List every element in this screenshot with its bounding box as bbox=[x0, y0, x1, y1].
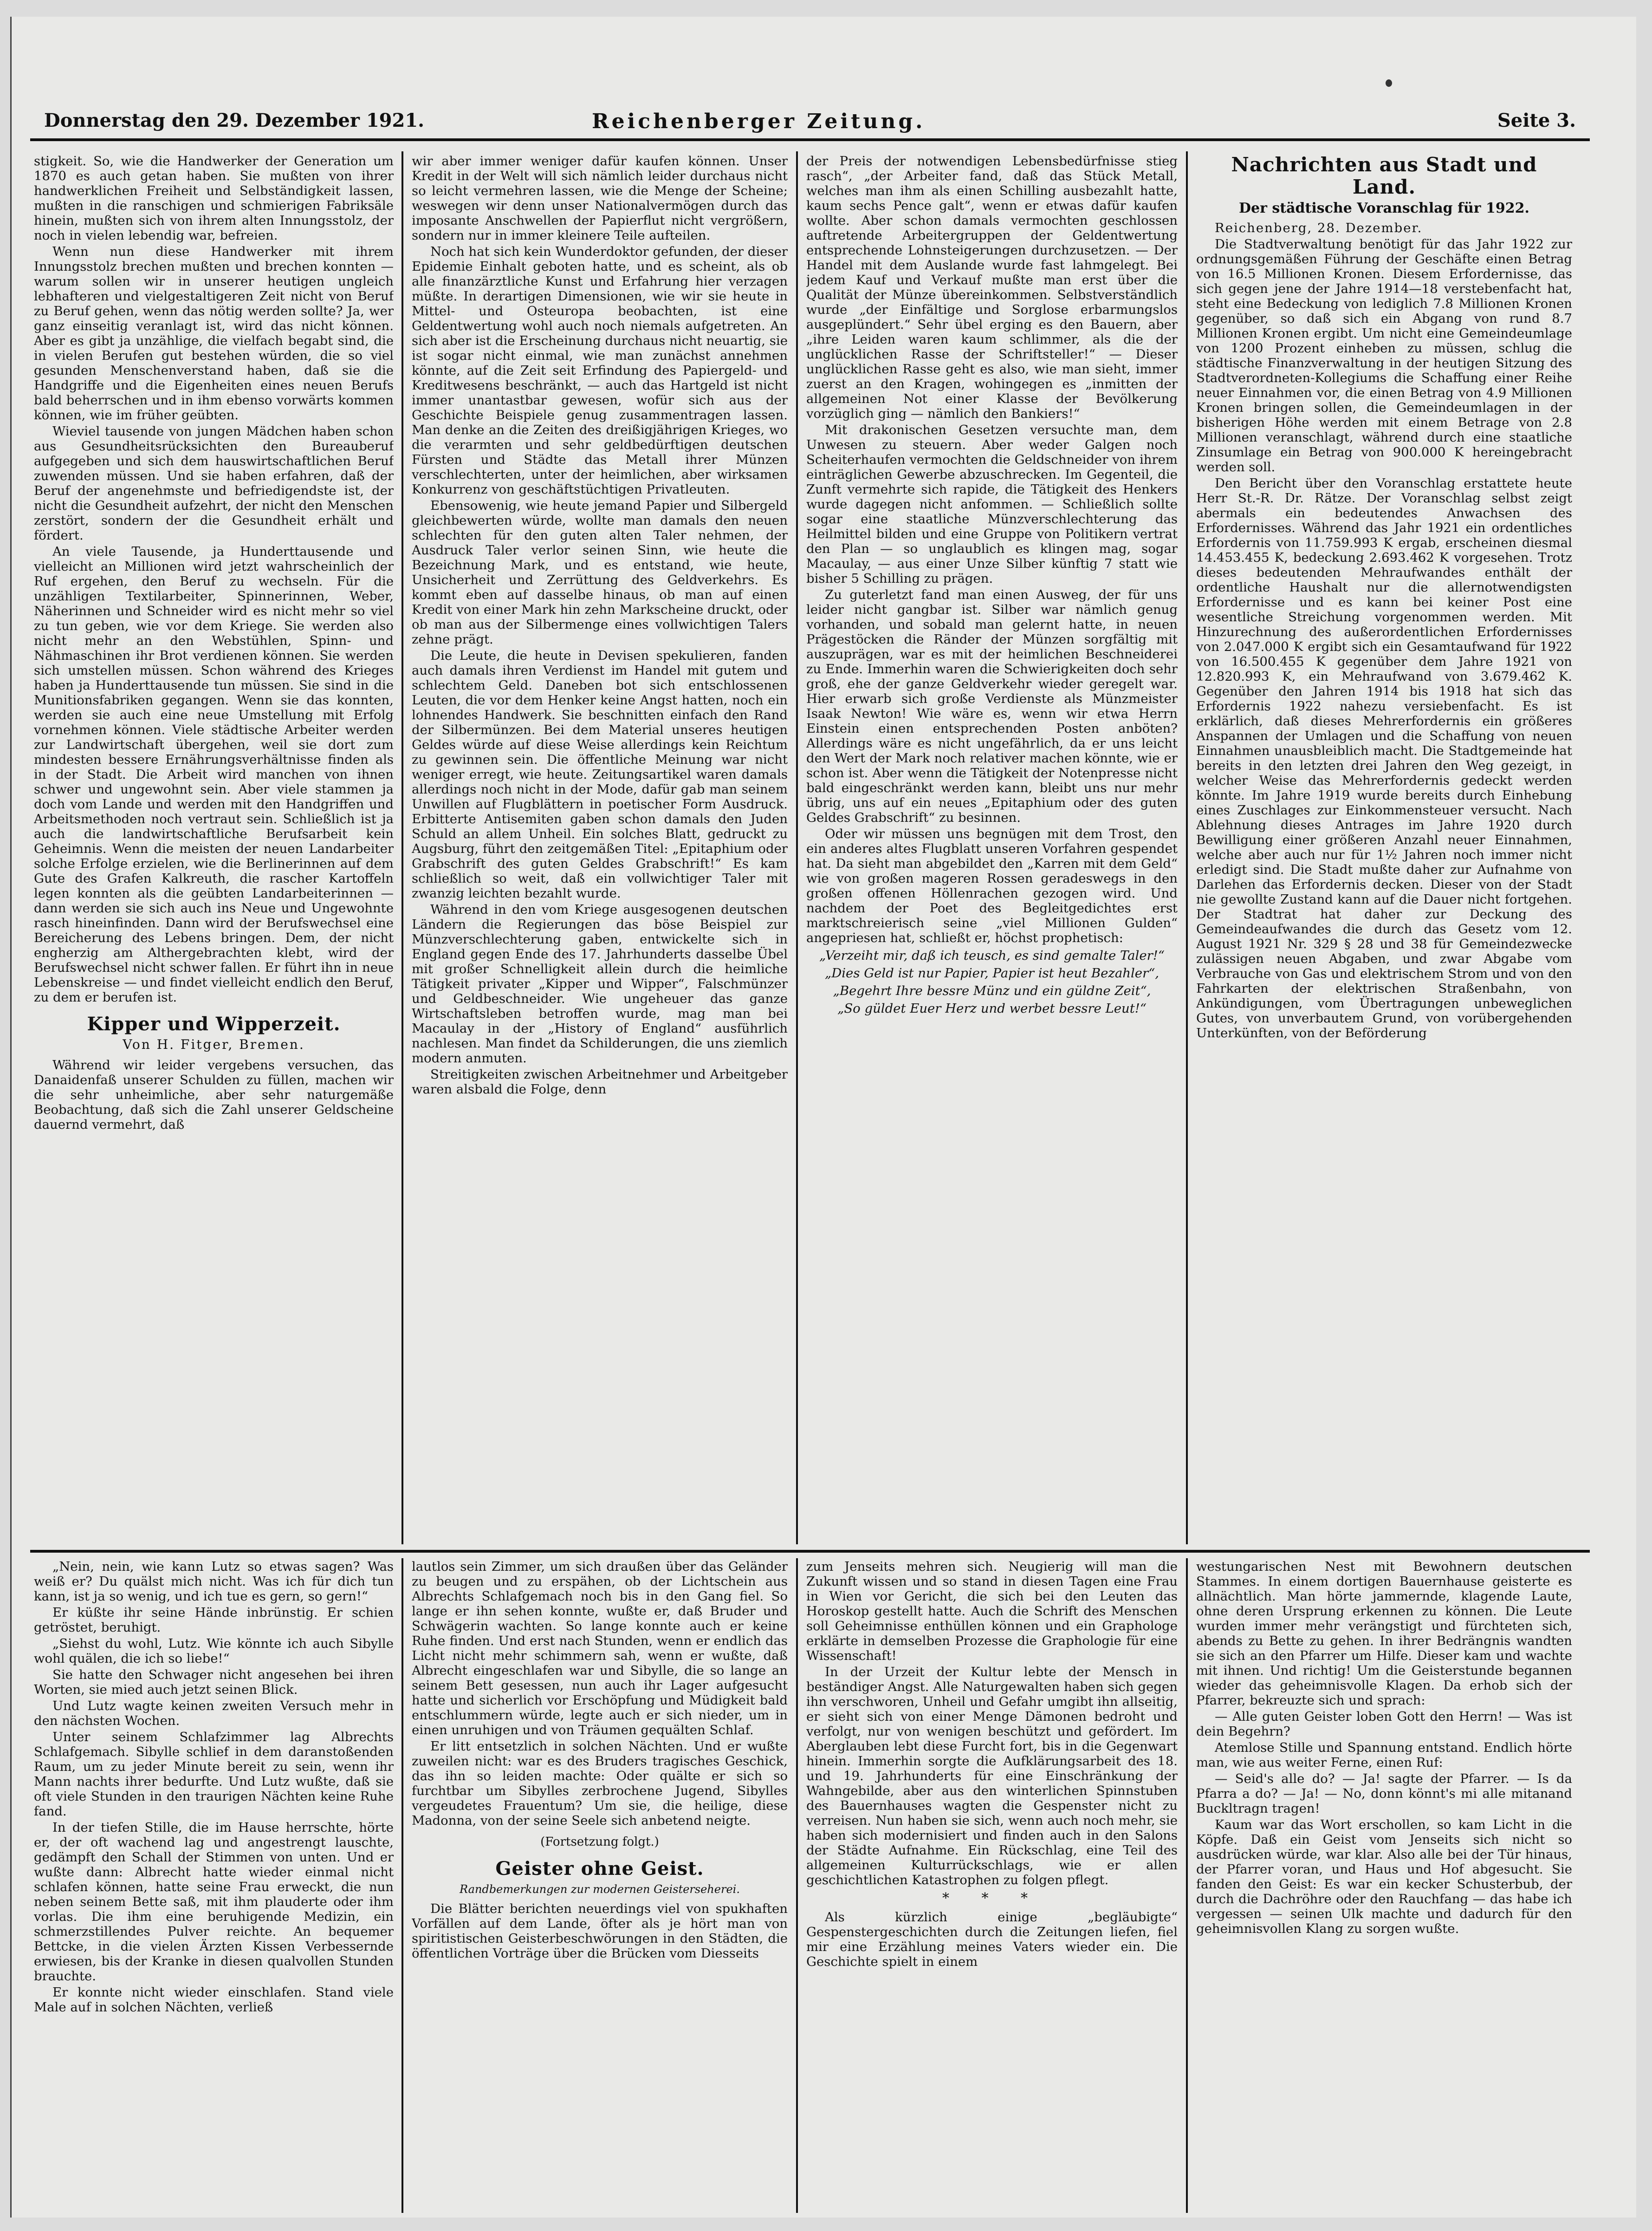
section-rule bbox=[30, 1550, 1590, 1553]
paragraph: Unter seinem Schlafzimmer lag Albrechts Schlafgemach. Sibylle schlief in dem daranstoßenden Raum, um zu jeder Minute bereit zu sein, wenn ihr Mann nachts ihrer bedurfte. Und Lutz wußte, daß sie oft viele Stunden in den traurigen Nächten keine Ruhe fand. bbox=[34, 1730, 394, 1819]
verse-line: „Verzeiht mir, daß ich teusch, es sind gemalte Taler!“ bbox=[819, 948, 1165, 963]
article-subtitle: Randbemerkungen zur modernen Geisterseherei. bbox=[460, 1883, 740, 1896]
paragraph: Noch hat sich kein Wunderdoktor gefunden, der dieser Epidemie Einhalt geboten hatte, und es scheint, als ob alle finanzärztliche Kunst und Erfahrung hier verzagen müßte. In derartigen Dimensionen, wie wir sie heute in Mittel- und Osteuropa beobachten, ist eine Geldentwertung wohl auch noch niemals aufgetreten. An sich aber ist die Erscheinung durchaus nicht neuartig, sie ist sogar nicht einmal, wie man zunächst annehmen könnte, auf die Zeit seit Erfindung des Papiergeld- und Kreditwesens beschränkt, — auch das Hartgeld ist nicht immer unantastbar gewesen, wofür sich aus der Geschichte Beispiele genug zusammentragen lassen. Man denke an die Zeiten des dreißigjährigen Krieges, wo die verarmten und sehr geldbedürftigen deutschen Fürsten und Städte das Metall ihrer Münzen verschlechterten, unter der heimlichen, aber wirksamen Konkurrenz von geschäftstüchtigen Privatleuten. bbox=[412, 244, 788, 497]
paragraph: „Siehst du wohl, Lutz. Wie könnte ich auch Sibylle wohl quälen, die ich so liebe!“ bbox=[34, 1636, 394, 1666]
verse-line: „Dies Geld ist nur Papier, Papier ist heut Bezahler“, bbox=[824, 966, 1160, 981]
ink-spot bbox=[1386, 79, 1392, 87]
article-column-1 bbox=[34, 154, 394, 1544]
paragraph: — Seid's alle do? — Ja! sagte der Pfarrer. — Is da Pfarra a do? — Ja! — No, donn könnt's mi alle mitanand Buckltragn tragen! bbox=[1196, 1771, 1572, 1816]
paragraph: Während wir leider vergebens versuchen, das Danaidenfaß unserer Schulden zu füllen, machen wir die sehr unheimliche, aber sehr naturgemäße Beobachtung, daß sich die Zahl unserer Geldscheine dauernd vermehrt, daß bbox=[34, 1058, 394, 1132]
dateline: Reichenberg, 28. Dezember. bbox=[1215, 221, 1423, 235]
paragraph: In der tiefen Stille, die im Hause herrschte, hörte er, der oft wachend lag und angestrengt lauschte, gedämpft den Schall der Stimmen von unten. Und er wußte dann: Albrecht hatte wieder einmal nicht schlafen können, hatte seine Frau erweckt, die nun neben seinem Bette saß, mit ihm plauderte oder ihm vorlas. Die ihm eine beruhigende Medizin, ein schmerzstillendes Pulver reichte. An bequemer Bettcke, in die vielen Ärzten Kissen Verbessernde erwiesen, bis der Kranke in diesen qualvollen Stunden brauchte. bbox=[34, 1820, 394, 1984]
paper-title: Reichenberger Zeitung. bbox=[592, 110, 926, 133]
article-byline: Von H. Fitger, Bremen. bbox=[123, 1037, 305, 1052]
paragraph: „Nein, nein, wie kann Lutz so etwas sagen? Was weiß er? Du quälst mich nicht. Was ich für dich tun kann, ist ja so wenig, und ich tue es gern, so gern!“ bbox=[34, 1559, 394, 1604]
paragraph: Die Stadtverwaltung benötigt für das Jahr 1922 zur ordnungsgemäßen Führung der Geschäfte einen Betrag von 16.5 Millionen Kronen. Diesem Erfordernisse, das sich gegen jene der Jahre 1914—18 verstebenfacht hat, steht eine Bedeckung von lediglich 7.8 Millionen Kronen gegenüber, so daß sich ein Abgang von rund 8.7 Millionen Kronen ergibt. Um nicht eine Gemeindeumlage von 1200 Prozent einheben zu müssen, schlug die städtische Finanzverwaltung in der heutigen Sitzung des Stadtverordneten-Kollegiums die Schaffung einer Reihe neuer Einnahmen vor, die einen Betrag von 4.9 Millionen Kronen bringen sollen, die Gemeindeumlagen in der bisherigen Höhe werden mit einem Betrage von 2.8 Millionen veranschlagt, während durch eine staatliche Zinsumlage ein Betrag von 900.000 K hereingebracht werden soll. bbox=[1196, 237, 1572, 475]
verse-line: „So güldet Euer Herz und werbet bessre Leut!“ bbox=[837, 1001, 1147, 1016]
paragraph: Kaum war das Wort erschollen, so kam Licht in die Köpfe. Daß ein Geist vom Jenseits sich nicht so ausdrücken würde, war klar. Also alle bei der Tür hinaus, der Pfarrer voran, und Haus und Hof abgesucht. Sie fanden den Geist: Es war ein kecker Schusterbub, der durch die Dachröhre oder den Rauchfang — das habe ich vergessen — seinen Ulk machte und dadurch für den geheimnisvollen Klang zu sorgen wußte. bbox=[1196, 1817, 1572, 1936]
paragraph: Wenn nun diese Handwerker mit ihrem Innungsstolz brechen mußten und brechen konnten — warum sollen wir in unserer heutigen ungleich lebhafteren und vielgestaltigeren Zeit nicht von Beruf zu Beruf gehen, wenn das nötig werden sollte? Ja, wer ganz einseitig veranlagt ist, wird das nicht können. Aber es gibt ja unzählige, die vielfach begabt sind, die in vielen Berufen gut bestehen würden, die so viel gesunden Menschenverstand haben, daß sie die Handgriffe und die Eigenheiten eines neuen Berufs bald beherrschen und in ihm ebenso vorwärts kommen können, wie im früher geübten. bbox=[34, 244, 394, 423]
section-heading: Nachrichten aus Stadt und Land. bbox=[1231, 154, 1537, 198]
article-column-2 bbox=[412, 154, 788, 1544]
paragraph: Die Leute, die heute in Devisen spekulieren, fanden auch damals ihren Verdienst im Handel mit gutem und schlechtem Geld. Daneben bot sich entschlossenen Leuten, die vor dem Henker keine Angst hatten, noch ein lohnendes Handwerk. Sie beschnitten einfach den Rand der Silbermünzen. Bei dem Material unseres heutigen Geldes würde auf diese Weise allerdings kein Reichtum zu gewinnen sein. Die öffentliche Meinung war nicht weniger erregt, wie heute. Zeitungsartikel waren damals allerdings noch nicht in der Mode, dafür gab man seinem Unwillen auf Flugblättern in poetischer Form Ausdruck. Erbitterte Antisemiten gaben schon damals den Juden Schuld an allem Unheil. Ein solches Blatt, gedruckt zu Augsburg, führt den zeitgemäßen Titel: „Epitaphium oder Grabschrift des guten Geldes Grabschrift!“ Es kam schließlich so weit, daß ein vollwichtiger Taler mit zwanzig leichten bezahlt wurde. bbox=[412, 648, 788, 901]
paragraph: Oder wir müssen uns begnügen mit dem Trost, den ein anderes altes Flugblatt unseren Vorfahren gespendet hat. Da sieht man abgebildet den „Karren mit dem Geld“ wie von großen mageren Rossen geradeswegs in den großen offenen Höllenrachen gezogen wird. Und nachdem der Poet des Begleitgedichtes erst marktschreierisch seine „viel Millionen Gulden“ angepriesen hat, schließt er, höchst prophetisch: bbox=[806, 826, 1178, 945]
paragraph: Den Bericht über den Voranschlag erstattete heute Herr St.-R. Dr. Rätze. Der Voranschlag selbst zeigt abermals ein bedeutendes Anwachsen des Erfordernisses. Während das Jahr 1921 ein ordentliches Erfordernis von 11.759.993 K ergab, erscheinen diesmal 14.453.455 K, bedeckung 2.693.462 K vorgesehen. Trotz dieses bedeutenden Mehraufwandes enthält der ordentliche Haushalt nur die allernotwendigsten Erfordernisse und es kann bei keiner Post eine wesentliche Streichung vorgenommen werden. Mit Hinzurechnung des außerordentlichen Erfordernisses von 2.047.000 K ergibt sich ein Gesamtaufwand für 1922 von 16.500.455 K gegenüber dem Jahre 1921 von 12.820.993 K, ein Mehraufwand von 3.679.462 K. Gegenüber den Jahren 1914 bis 1918 hat sich das Erfordernis 1922 nahezu versiebenfacht. Es ist erklärlich, daß dieses Mehrerfordernis ein größeres Anspannen der Umlagen und die Schaffung von neuen Einnahmen unausbleiblich macht. Die Stadtgemeinde hat bereits in den letzten drei Jahren den Weg gezeigt, in welcher Weise das Mehrerfordernis gedeckt werden könnte. Im Jahre 1919 wurde bereits durch Einhebung eines Zuschlages zur Einkommensteuer versucht. Nach Ablehnung dieses Antrages im Jahre 1920 durch Bewilligung einer größeren Anzahl neuer Einnahmen, welche aber auch nur für 1½ Jahren noch immer nicht erledigt sind. Die Stadt mußte daher zur Aufnahme von Darlehen das Erfordernis decken. Dieser von der Stadt nie gewollte Zustand kann auf die Dauer nicht fortgehen. Der Stadtrat hat daher zur Deckung des Gemeindeaufwandes die durch das Gesetz vom 12. August 1921 Nr. 329 § 28 und 38 für Gemeindezwecke zulässigen neuen Abgaben, und zwar Abgabe vom Verbrauche von Gas und elektrischem Strom und von den Fahrkarten der elektrischen Straßenbahn, von Ankündigungen, vom Übertragungen unbeweglichen Gutes, von unverbautem Grund, von vorübergehenden Unterkünften, von der Beförderung bbox=[1196, 476, 1572, 1041]
paragraph: Zu guterletzt fand man einen Ausweg, der für uns leider nicht gangbar ist. Silber war nämlich genug vorhanden, und sobald man gelernt hatte, in neuen Prägestöcken die Ränder der Münzen sorgfältig mit auszuprägen, war es mit der heimlichen Beschneiderei zu Ende. Immerhin waren die Schwierigkeiten doch sehr groß, ehe der ganze Geldverkehr wieder geregelt war. Hier erwarb sich große Verdienste als Münzmeister Isaak Newton! Wie wäre es, wenn wir etwa Herrn Einstein einen entsprechenden Posten anböten? Allerdings wäre es nicht ungefährlich, da er uns leicht den Wert der Mark noch relativer machen könnte, wie er schon ist. Aber wenn die Tätigkeit der Notenpresse nicht bald eingeschränkt werden kann, bleibt uns nur mehr übrig, uns auf ein neues „Epitaphium oder des guten Geldes Grabschrift“ zu besinnen. bbox=[806, 587, 1178, 825]
paragraph: Ebensowenig, wie heute jemand Papier und Silbergeld gleichbewerten würde, wollte man damals den neuen schlechten für den guten alten Taler nehmen, der Ausdruck Taler verlor seinen Sinn, wie heute die Bezeichnung Mark, und es entstand, wie heute, Unsicherheit und Zerrüttung des Geldverkehrs. Es kommt eben auf dasselbe hinaus, ob man auf einen Kredit von einer Mark hin zehn Markscheine druckt, oder ob man aus der Silbermenge eines vollwichtigen Talers zehne prägt. bbox=[412, 498, 788, 647]
masthead bbox=[44, 110, 1576, 137]
column-rule bbox=[796, 151, 798, 1544]
article-column-4 bbox=[1196, 154, 1572, 1544]
column-rule bbox=[402, 1558, 403, 2213]
page-number: Seite 3. bbox=[1497, 110, 1576, 131]
article-heading: Der städtische Voranschlag für 1922. bbox=[1239, 200, 1529, 216]
paragraph: stigkeit. So, wie die Handwerker der Generation um 1870 es auch getan haben. Sie mußten von ihrer handwerklichen Freiheit und Selbständigkeit lassen, mußten in die ranschigen und schmierigen Fabriksäle hinein, mußten sich von ihrem alten Innungsstolz, der noch in vielen lebendig war, befreien. bbox=[34, 154, 394, 243]
column-rule bbox=[402, 151, 403, 1544]
paragraph: — Alle guten Geister loben Gott den Herrn! — Was ist dein Begehrn? bbox=[1196, 1709, 1572, 1739]
paragraph: An viele Tausende, ja Hunderttausende und vielleicht an Millionen wird jetzt wahrscheinlich der Ruf ergehen, den Beruf zu wechseln. Für die unzähligen Textilarbeiter, Spinnerinnen, Weber, Näherinnen und Schneider wird es nicht mehr so viel zu tun geben, wie vor dem Kriege. Sie werden also nicht mehr an den Webstühlen, Spinn- und Nähmaschinen ihr Brot verdienen können. Sie werden sich umstellen müssen. Schon während des Krieges haben ja Hunderttausende tun müssen. Sie sind in die Munitionsfabriken gegangen. Wenn sie das konnten, werden sie auch eine neue Umstellung mit Erfolg vornehmen können. Viele städtische Arbeiter werden zur Landwirtschaft übergehen, weil sie dort zum mindesten bessere Ernährungsverhältnisse finden als in der Stadt. Die Arbeit wird manchen von ihnen schwer und ungewohnt sein. Aber viele stammen ja doch vom Lande und werden mit den Handgriffen und Arbeitsmethoden noch vertraut sein. Schließlich ist ja auch die landwirtschaftliche Berufsarbeit kein Geheimnis. Wenn die meisten der neuen Landarbeiter solche Erfolge erzielen, wie die Berlinerinnen auf dem Gute des Grafen Kalkreuth, die rascher Kartoffeln legen konnten als die geübten Landarbeiterinnen — dann werden sie sich auch ins Neue und Ungewohnte rasch hineinfinden. Dann wird der Berufswechsel eine Bereicherung des Lebens bringen. Dem, der nicht engherzig am Althergebrachten klebt, wird der Berufswechsel nicht schwer fallen. Er führt ihn in neue Lebenskreise — und findet vielleicht endlich den Beruf, zu dem er berufen ist. bbox=[34, 544, 394, 1005]
paragraph: Die Blätter berichten neuerdings viel von spukhaften Vorfällen auf dem Lande, öfter als je hört man von spiritistischen Geisterbeschwörungen in den Städten, die öffentlichen Vorträge über die Brücken vom Diesseits bbox=[412, 1901, 788, 1961]
verse-line: „Begehrt Ihre bessre Münz und ein güldne Zeit“, bbox=[833, 983, 1151, 998]
paragraph: Streitigkeiten zwischen Arbeitnehmer und Arbeitgeber waren alsbald die Folge, denn bbox=[412, 1067, 788, 1097]
paragraph: lautlos sein Zimmer, um sich draußen über das Geländer zu beugen und zu erspähen, ob der Lichtschein aus Albrechts Schlafgemach noch bis in den Gang fiel. So lange er ihn sehen konnte, wußte er, daß Bruder und Schwägerin wachten. So lange konnte auch er keine Ruhe finden. Und erst nach Stunden, wenn er endlich das Licht nicht mehr schimmern sah, wenn er wußte, daß Albrecht eingeschlafen war und Sibylle, die so lange an seinem Bett gesessen, nun auch ihr Lager aufgesucht hatte und sicherlich vor Erschöpfung und Müdigkeit bald entschlummern würde, legte auch er sich nieder, um in einen unruhigen und von Träumen gequälten Schlaf. bbox=[412, 1559, 788, 1737]
column-rule bbox=[1186, 1558, 1188, 2213]
paragraph: westungarischen Nest mit Bewohnern deutschen Stammes. In einem dortigen Bauernhause geisterte es allnächtlich. Man hörte jammernde, klagende Laute, ohne deren Ursprung erkennen zu können. Die Leute wurden immer mehr verängstigt und fürchteten sich, abends zu Bette zu gehen. In ihrer Bedrängnis wandten sie sich an den Pfarrer um Hilfe. Dieser kam und wachte mit ihnen. Und richtig! Um die Geisterstunde begannen wieder das geheimnisvolle Klagen. Da erhob sich der Pfarrer, bekreuzte sich und sprach: bbox=[1196, 1559, 1572, 1708]
paragraph: wir aber immer weniger dafür kaufen können. Unser Kredit in der Welt will sich nämlich leider durchaus nicht so leicht vermehren lassen, wie die Menge der Scheine; weswegen wir denn unser Nationalvermögen durch das imposante Anschwellen der Papierflut nicht vergrößern, sondern nur in immer kleinere Teile aufteilen. bbox=[412, 154, 788, 243]
feuilleton-column-4 bbox=[1196, 1559, 1572, 2211]
paragraph: Während in den vom Kriege ausgesogenen deutschen Ländern die Regierungen das böse Beispiel zur Münzverschlechterung gaben, entwickelte sich in England gegen Ende des 17. Jahrhunderts dasselbe Übel mit großer Schnelligkeit allein durch die heimliche Tätigkeit privater „Kipper und Wipper“, Falschmünzer und Geldbeschneider. Wie ungeheuer das ganze Wirtschaftsleben betroffen wurde, mag man bei Macaulay in der „History of England“ ausführlich nachlesen. Man findet da Schilderungen, die uns ziemlich modern anmuten. bbox=[412, 902, 788, 1066]
issue-date: Donnerstag den 29. Dezember 1921. bbox=[44, 110, 425, 131]
section-separator: * * * bbox=[942, 1890, 1042, 1906]
paragraph: Atemlose Stille und Spannung entstand. Endlich hörte man, wie aus weiter Ferne, einen Ruf: bbox=[1196, 1740, 1572, 1770]
article-heading: Kipper und Wipperzeit. bbox=[87, 1013, 341, 1035]
masthead-rule bbox=[30, 138, 1590, 141]
paragraph: Und Lutz wagte keinen zweiten Versuch mehr in den nächsten Wochen. bbox=[34, 1698, 394, 1728]
feuilleton-column-2 bbox=[412, 1559, 788, 2211]
paragraph: Er küßte ihr seine Hände inbrünstig. Er schien getröstet, beruhigt. bbox=[34, 1605, 394, 1635]
paragraph: Mit drakonischen Gesetzen versuchte man, dem Unwesen zu steuern. Aber weder Galgen noch Scheiterhaufen vermochten die Geldschneider von ihrem einträglichen Gewerbe abzuschrecken. Im Gegenteil, die Zunft vermehrte sich rapide, die Tätigkeit des Henkers wurde dagegen nicht anfommen. — Schließlich sollte sogar eine staatliche Münzverschlechterung das Heilmittel bilden und eine Gruppe von Politikern vertrat den Plan — so unglaublich es klingen mag, sogar Macaulay, — aus einer Unze Silber künftig 7 statt wie bisher 5 Schilling zu prägen. bbox=[806, 423, 1178, 586]
feuilleton-column-3 bbox=[806, 1559, 1178, 2211]
paragraph: In der Urzeit der Kultur lebte der Mensch in beständiger Angst. Alle Naturgewalten haben sich gegen ihn verschworen, Unheil und Gefahr umgibt ihn allseitig, er sieht sich von einer Menge Dämonen bedroht und verfolgt, nur von wenigen beschützt und gefördert. Im Aberglauben lebt diese Furcht fort, bis in die Gegenwart hinein. Immerhin sorgte die Aufklärungsarbeit des 18. und 19. Jahrhunderts für eine Einschränkung der Wahngebilde, aber aus den winterlichen Spinnstuben des Bauernhauses wagten die Gespenster nicht zu verreisen. Nun haben sie sich, wenn auch noch mehr, sie haben sich modernisiert und finden auch in den Salons der Städte Aufnahme. Ein Rückschlag, eine Teil des allgemeinen Kulturrückschlags, wie er allen geschichtlichen Katastrophen zu folgen pflegt. bbox=[806, 1665, 1178, 1887]
paragraph: Als kürzlich einige „begläubigte“ Gespenstergeschichten durch die Zeitungen liefen, fiel mir eine Erzählung meines Vaters wieder ein. Die Geschichte spielt in einem bbox=[806, 1910, 1178, 1969]
paragraph: der Preis der notwendigen Lebensbedürfnisse stieg rasch“, „der Arbeiter fand, daß das Stück Metall, welches man ihm als einen Schilling ausbezahlt hatte, kaum sechs Pence galt“, wenn er etwas dafür kaufen wollte. Aber schon damals vermochten geschlossen auftretende Arbeitergruppen der Geldentwertung entsprechende Lohnsteigerungen durchzusetzen. — Der Handel mit dem Auslande wurde fast lahmgelegt. Bei jedem Kauf und Verkauf mußte man erst über die Qualität der Münze übereinkommen. Selbstverständlich wurde „der Einfältige und Sorglose erbarmungslos ausgeplündert.“ Sehr übel erging es den Bauern, aber „ihre Leiden waren kaum schlimmer, als die der unglücklichen Rasse der Schriftsteller!“ — Dieser unglücklichen Rasse geht es also, wie man sieht, immer zuerst an den Kragen, wohingegen es „inmitten der allgemeinen Not einer Klasse der Bevölkerung vorzüglich ging — nämlich den Bankiers!“ bbox=[806, 154, 1178, 421]
continued-note: (Fortsetzung folgt.) bbox=[540, 1835, 659, 1849]
article-column-3 bbox=[806, 154, 1178, 1544]
feuilleton-column-1 bbox=[34, 1559, 394, 2211]
article-heading: Geister ohne Geist. bbox=[495, 1858, 704, 1880]
paragraph: Sie hatte den Schwager nicht angesehen bei ihren Worten, sie mied auch jetzt seinen Blick. bbox=[34, 1667, 394, 1697]
column-rule bbox=[796, 1558, 798, 2213]
paragraph: Er litt entsetzlich in solchen Nächten. Und er wußte zuweilen nicht: war es des Bruders tragisches Geschick, das ihn so leiden machte: Oder quälte er sich so furchtbar um Sibylles zerbrochene Jugend, Sibylles vergeudetes Frauentum? Um sie, die heilige, diese Madonna, von der seine Seele sich anbetend neigte. bbox=[412, 1739, 788, 1828]
column-rule bbox=[1186, 151, 1188, 1544]
newspaper-page bbox=[10, 17, 1636, 2218]
paragraph: Er konnte nicht wieder einschlafen. Stand viele Male auf in solchen Nächten, verließ bbox=[34, 1985, 394, 2015]
paragraph: zum Jenseits mehren sich. Neugierig will man die Zukunft wissen und so stand in diesen Tagen eine Frau in Wien vor Gericht, die sich bei den Leuten das Horoskop gestellt hatte. Auch die Schrift des Menschen soll Geheimnisse enthüllen können und ein Graphologe erklärte in demselben Prozesse die Graphologie für eine Wissenschaft! bbox=[806, 1559, 1178, 1663]
paragraph: Wieviel tausende von jungen Mädchen haben schon aus Gesundheitsrücksichten den Bureauberuf aufgegeben und sich dem hauswirtschaftlichen Beruf zuwenden müssen. Und sie haben erfahren, daß der Beruf der angenehmste und befriedigendste ist, der nicht die Gesundheit aufzehrt, der nicht den Menschen zerstört, sondern der die Gesundheit erhält und fördert. bbox=[34, 424, 394, 543]
